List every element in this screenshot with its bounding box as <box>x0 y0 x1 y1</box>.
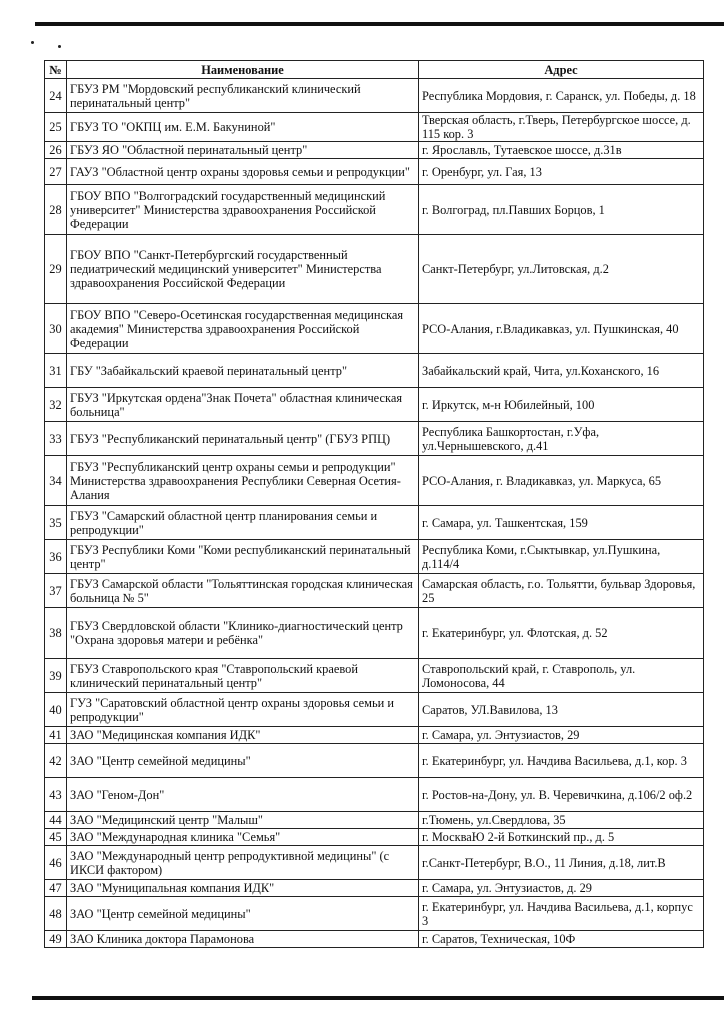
row-address: Забайкальский край, Чита, ул.Коханского, 16 <box>419 354 704 388</box>
row-address: г. Екатеринбург, ул. Начдива Васильева, д.1, кор. 3 <box>419 744 704 778</box>
row-number: 49 <box>45 931 67 948</box>
row-address: Республика Мордовия, г. Саранск, ул. Победы, д. 18 <box>419 79 704 113</box>
row-address: Санкт-Петербург, ул.Литовская, д.2 <box>419 235 704 304</box>
row-number: 32 <box>45 388 67 422</box>
row-name: ЗАО "Геном-Дон" <box>67 778 419 812</box>
row-address: г.Санкт-Петербург, В.О., 11 Линия, д.18, лит.В <box>419 846 704 880</box>
row-address: г.Тюмень, ул.Свердлова, 35 <box>419 812 704 829</box>
table-row <box>45 388 704 422</box>
row-number: 42 <box>45 744 67 778</box>
row-number: 48 <box>45 897 67 931</box>
row-name: ГБУЗ РМ "Мордовский республиканский клинический перинатальный центр" <box>67 79 419 113</box>
row-name: ЗАО "Медицинский центр "Малыш" <box>67 812 419 829</box>
row-name: ГБУЗ Свердловской области "Клинико-диагностический центр "Охрана здоровья матери и ребёнка" <box>67 608 419 659</box>
table-row <box>45 304 704 354</box>
row-number: 31 <box>45 354 67 388</box>
scan-speck <box>58 45 61 48</box>
row-number: 46 <box>45 846 67 880</box>
row-address: Республика Башкортостан, г.Уфа, ул.Чернышевского, д.41 <box>419 422 704 456</box>
table-row <box>45 235 704 304</box>
table-row <box>45 354 704 388</box>
row-number: 44 <box>45 812 67 829</box>
table-row <box>45 113 704 142</box>
table-row <box>45 659 704 693</box>
top-border-line <box>35 22 724 26</box>
row-name: ЗАО "Международная клиника "Семья" <box>67 829 419 846</box>
row-address: г. Самара, ул. Энтузиастов, 29 <box>419 727 704 744</box>
table-row <box>45 574 704 608</box>
row-address: РСО-Алания, г. Владикавказ, ул. Маркуса, 65 <box>419 456 704 506</box>
table-row <box>45 142 704 159</box>
row-address: г. Ярославль, Тутаевское шоссе, д.31в <box>419 142 704 159</box>
row-name: ЗАО "Центр семейной медицины" <box>67 897 419 931</box>
table-row <box>45 778 704 812</box>
row-address: г. Екатеринбург, ул. Начдива Васильева, д.1, корпус 3 <box>419 897 704 931</box>
table-row <box>45 456 704 506</box>
row-name: ГБУЗ "Республиканский центр охраны семьи и репродукции" Министерства здравоохранения Республики Северная Осетия-Алания <box>67 456 419 506</box>
row-name: ГБУЗ "Иркутская ордена"Знак Почета" областная клиническая больница" <box>67 388 419 422</box>
row-name: ЗАО Клиника доктора Парамонова <box>67 931 419 948</box>
row-name: ГБУЗ Республики Коми "Коми республиканский перинатальный центр" <box>67 540 419 574</box>
header-name: Наименование <box>67 61 419 79</box>
row-address: РСО-Алания, г.Владикавказ, ул. Пушкинская, 40 <box>419 304 704 354</box>
table-row <box>45 931 704 948</box>
row-address: г. Иркутск, м-н Юбилейный, 100 <box>419 388 704 422</box>
row-number: 38 <box>45 608 67 659</box>
row-name: ГБУЗ "Республиканский перинатальный центр" (ГБУЗ РПЦ) <box>67 422 419 456</box>
row-address: г. Оренбург, ул. Гая, 13 <box>419 159 704 185</box>
row-number: 27 <box>45 159 67 185</box>
bottom-border-line <box>32 996 724 1000</box>
row-address: Тверская область, г.Тверь, Петербургское шоссе, д. 115 кор. 3 <box>419 113 704 142</box>
table-row <box>45 880 704 897</box>
row-number: 39 <box>45 659 67 693</box>
table-row <box>45 540 704 574</box>
row-name: ГБУ "Забайкальский краевой перинатальный центр" <box>67 354 419 388</box>
row-name: ГБУЗ Ставропольского края "Ставропольский краевой клинический перинатальный центр" <box>67 659 419 693</box>
table-row <box>45 79 704 113</box>
row-address: г. Волгоград, пл.Павших Борцов, 1 <box>419 185 704 235</box>
row-number: 26 <box>45 142 67 159</box>
row-address: г. Саратов, Техническая, 10Ф <box>419 931 704 948</box>
row-number: 28 <box>45 185 67 235</box>
row-number: 25 <box>45 113 67 142</box>
row-address: г. Самара, ул. Энтузиастов, д. 29 <box>419 880 704 897</box>
row-name: ГБОУ ВПО "Санкт-Петербургский государственный педиатрический медицинский университет" Министерства здравоохранения Российской Федерации <box>67 235 419 304</box>
row-address: г. МоскваЮ 2-й Боткинский пр., д. 5 <box>419 829 704 846</box>
table-row <box>45 727 704 744</box>
row-number: 47 <box>45 880 67 897</box>
header-address: Адрес <box>419 61 704 79</box>
table-row <box>45 608 704 659</box>
row-name: ЗАО "Медицинская компания ИДК" <box>67 727 419 744</box>
row-name: ГБОУ ВПО "Волгоградский государственный медицинский университет" Министерства здравоохранения Российской Федерации <box>67 185 419 235</box>
row-address: г. Самара, ул. Ташкентская, 159 <box>419 506 704 540</box>
table-row <box>45 693 704 727</box>
row-name: ГБОУ ВПО "Северо-Осетинская государственная медицинская академия" Министерства здравоохранения Российской Федерации <box>67 304 419 354</box>
row-address: Самарская область, г.о. Тольятти, бульвар Здоровья, 25 <box>419 574 704 608</box>
row-name: ГАУЗ "Областной центр охраны здоровья семьи и репродукции" <box>67 159 419 185</box>
row-address: Саратов, УЛ.Вавилова, 13 <box>419 693 704 727</box>
row-number: 29 <box>45 235 67 304</box>
row-name: ЗАО "Центр семейной медицины" <box>67 744 419 778</box>
row-address: Ставропольский край, г. Ставрополь, ул. Ломоносова, 44 <box>419 659 704 693</box>
row-number: 24 <box>45 79 67 113</box>
row-name: ГУЗ "Саратовский областной центр охраны здоровья семьи и репродукции" <box>67 693 419 727</box>
institutions-table <box>44 60 704 948</box>
row-number: 41 <box>45 727 67 744</box>
table-row <box>45 846 704 880</box>
row-number: 34 <box>45 456 67 506</box>
row-number: 45 <box>45 829 67 846</box>
row-number: 37 <box>45 574 67 608</box>
row-number: 40 <box>45 693 67 727</box>
row-number: 36 <box>45 540 67 574</box>
table-row <box>45 744 704 778</box>
row-number: 30 <box>45 304 67 354</box>
row-name: ГБУЗ ЯО "Областной перинатальный центр" <box>67 142 419 159</box>
row-number: 43 <box>45 778 67 812</box>
row-name: ГБУЗ "Самарский областной центр планирования семьи и репродукции" <box>67 506 419 540</box>
table-row <box>45 159 704 185</box>
row-name: ЗАО "Международный центр репродуктивной медицины" (с ИКСИ фактором) <box>67 846 419 880</box>
row-address: Республика Коми, г.Сыктывкар, ул.Пушкина, д.114/4 <box>419 540 704 574</box>
row-name: ГБУЗ Самарской области "Тольяттинская городская клиническая больница № 5" <box>67 574 419 608</box>
table-header-row <box>45 61 704 79</box>
scan-speck <box>31 41 34 44</box>
row-number: 35 <box>45 506 67 540</box>
table-row <box>45 506 704 540</box>
table-row <box>45 829 704 846</box>
row-name: ГБУЗ ТО "ОКПЦ им. Е.М. Бакуниной" <box>67 113 419 142</box>
row-address: г. Екатеринбург, ул. Флотская, д. 52 <box>419 608 704 659</box>
table-row <box>45 422 704 456</box>
row-number: 33 <box>45 422 67 456</box>
table-row <box>45 185 704 235</box>
header-number: № <box>45 61 67 79</box>
table-row <box>45 897 704 931</box>
table-row <box>45 812 704 829</box>
row-name: ЗАО "Муниципальная компания ИДК" <box>67 880 419 897</box>
row-address: г. Ростов-на-Дону, ул. В. Черевичкина, д.106/2 оф.2 <box>419 778 704 812</box>
